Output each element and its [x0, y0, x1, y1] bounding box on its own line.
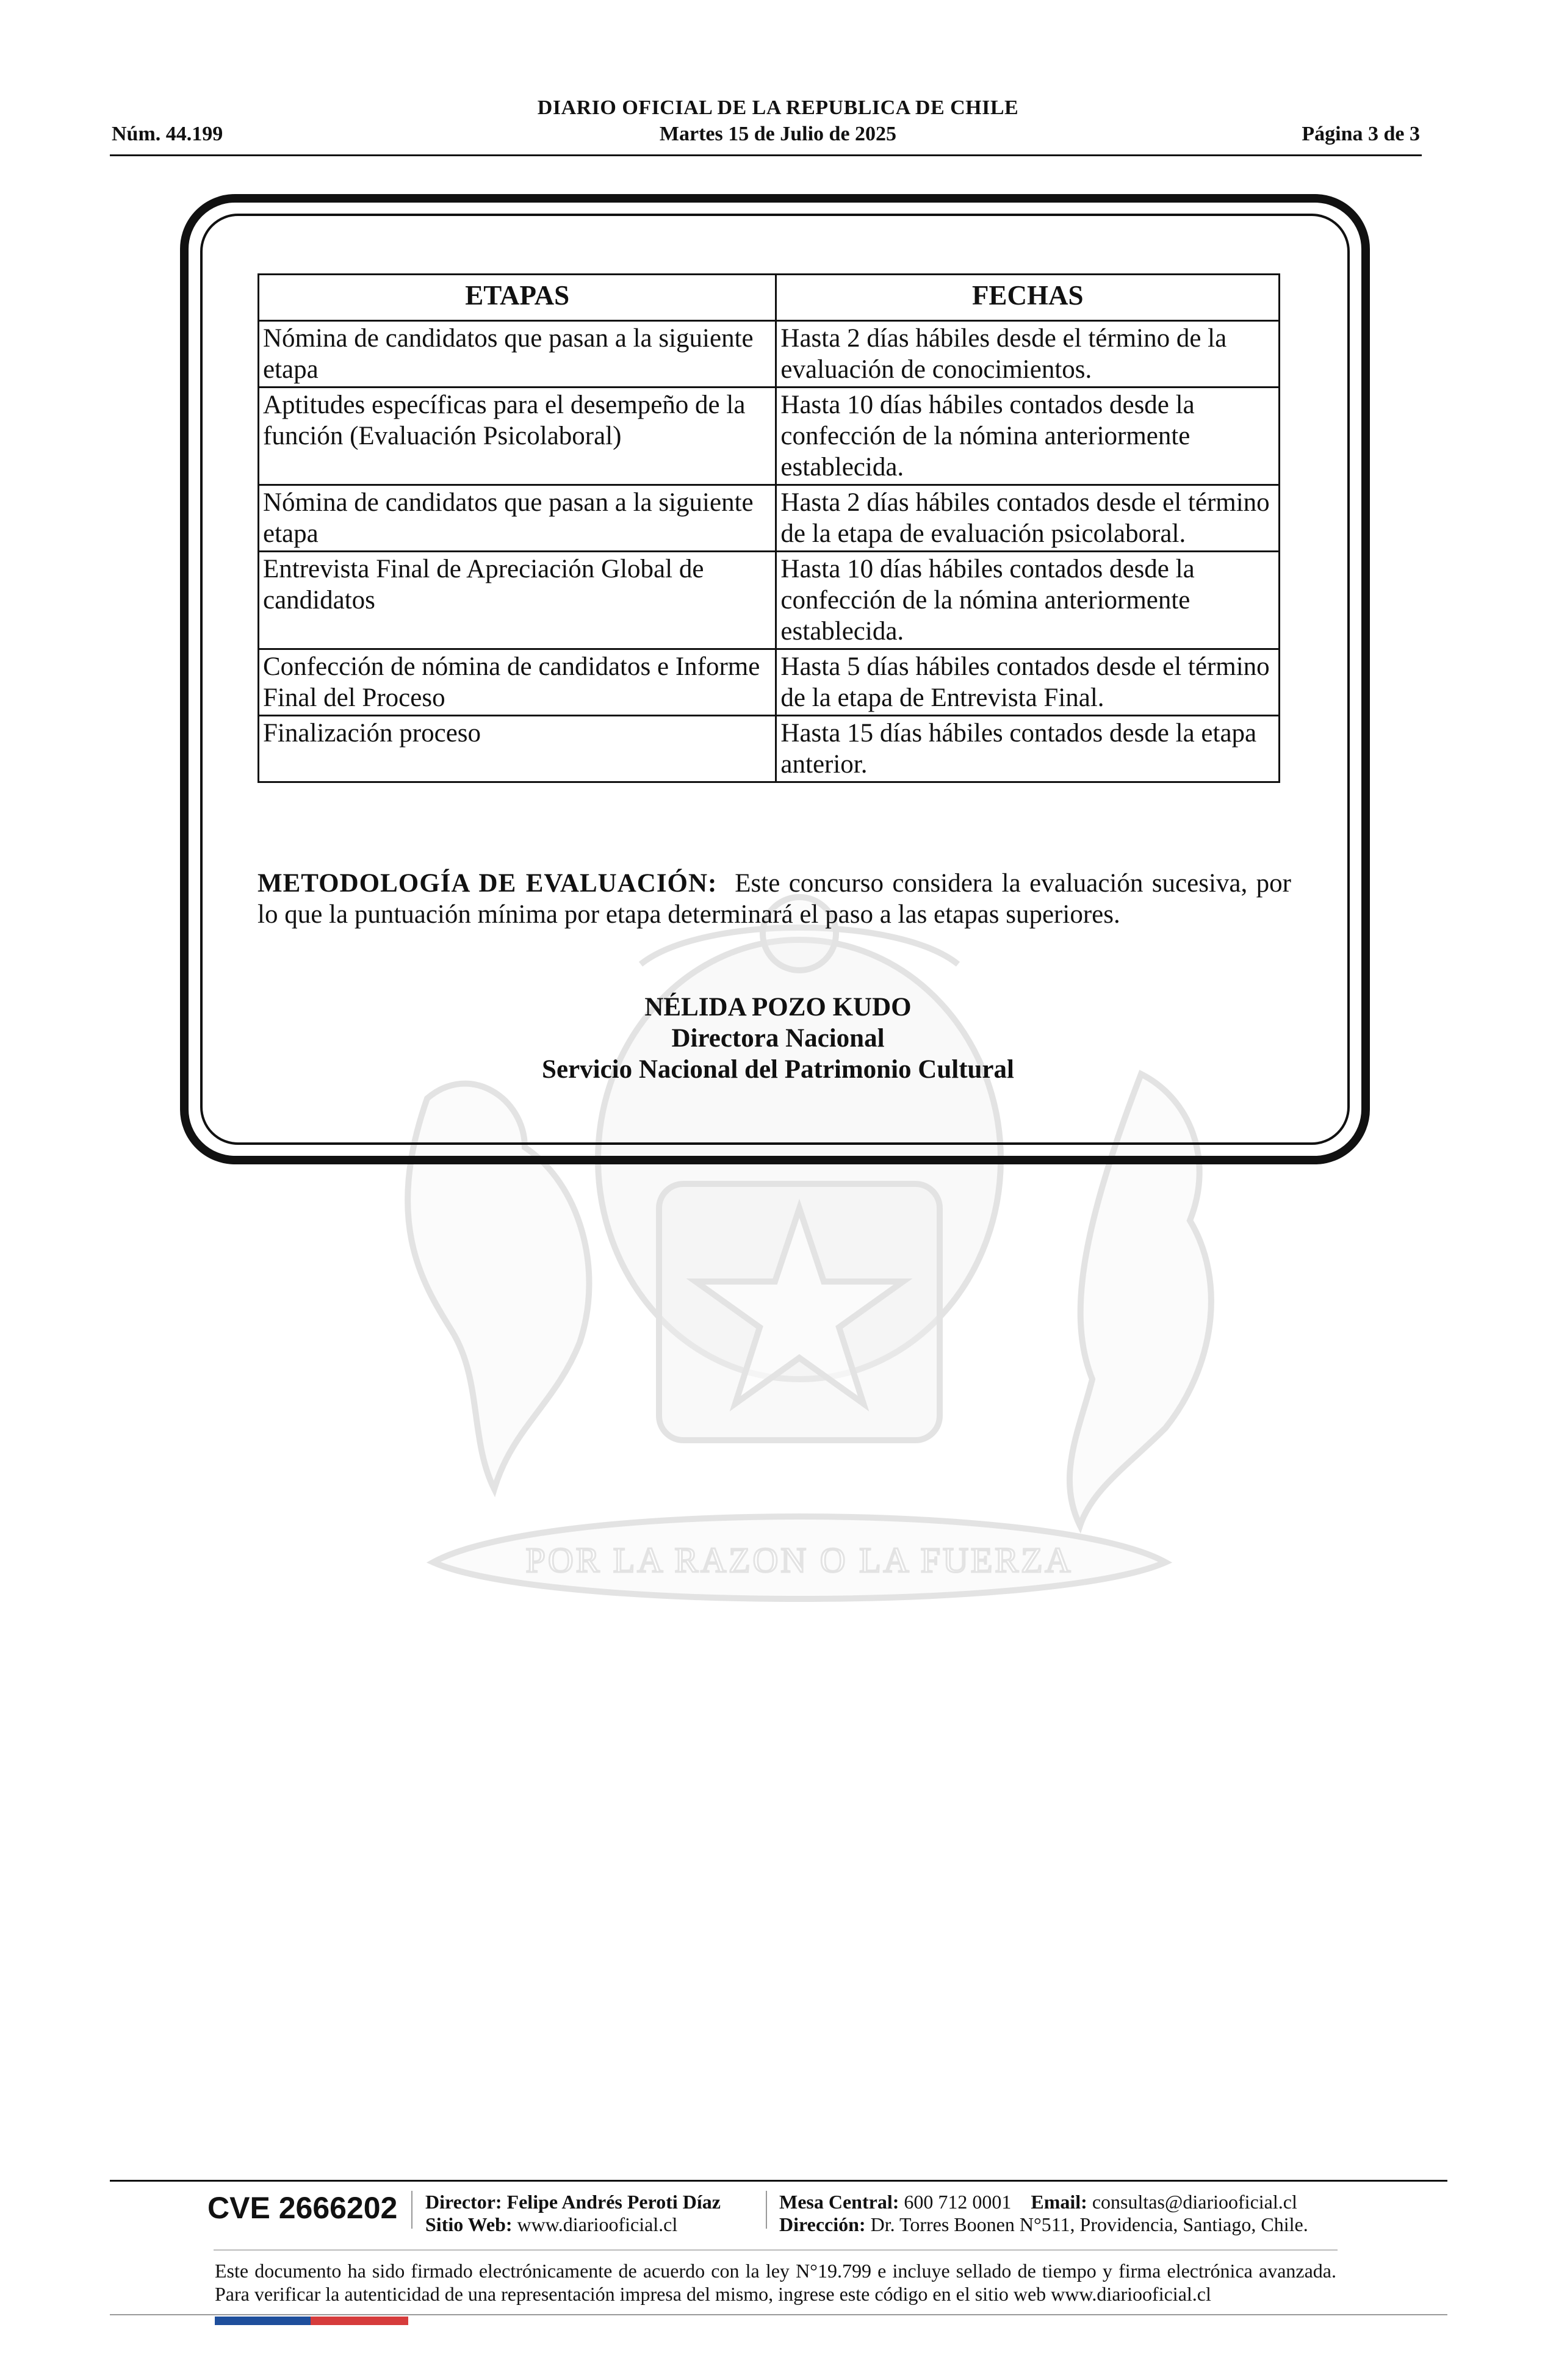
fecha-cell: Hasta 10 días hábiles contados desde la confección de la nómina anteriormente establecida. [776, 388, 1280, 485]
email-link[interactable]: consultas@diariooficial.cl [1092, 2191, 1297, 2213]
phone-label: Mesa Central: [779, 2191, 899, 2213]
website-link[interactable]: www.diariooficial.cl [517, 2213, 678, 2235]
legal-notice: Este documento ha sido firmado electrónicamente de acuerdo con la ley N°19.799 e incluye sellado de tiempo y firma electrónica avanzada. Para verificar la autenticidad de una representación impresa del mismo, ingrese este código en el sitio web www.diariooficial.cl [215, 2260, 1336, 2305]
stages-table [258, 273, 1280, 783]
website-label: Sitio Web: [425, 2213, 513, 2235]
table-row [259, 388, 1280, 485]
address-label: Dirección: [779, 2213, 866, 2235]
address-value: Dr. Torres Boonen N°511, Providencia, Santiago, Chile. [870, 2213, 1308, 2235]
director-name: Felipe Andrés Peroti Díaz [506, 2191, 721, 2213]
signatory-title: Directora Nacional [671, 1024, 885, 1053]
footer-separator [766, 2191, 767, 2229]
etapa-cell: Entrevista Final de Apreciación Global de candidatos [259, 552, 776, 649]
methodology-paragraph [258, 868, 1291, 930]
footer-separator [411, 2191, 412, 2229]
page-number: Página 3 de 3 [1302, 123, 1420, 145]
website-line [425, 2213, 677, 2236]
signatory-organization: Servicio Nacional del Patrimonio Cultural [542, 1055, 1014, 1084]
etapa-cell: Aptitudes específicas para el desempeño de la función (Evaluación Psicolaboral) [259, 388, 776, 485]
fecha-cell: Hasta 5 días hábiles contados desde el término de la etapa de Entrevista Final. [776, 649, 1280, 716]
cve-code: CVE 2666202 [207, 2191, 398, 2225]
address-line [779, 2213, 1308, 2236]
email-label: Email: [1031, 2191, 1087, 2213]
director-label: Director: [425, 2191, 502, 2213]
signatory-name: NÉLIDA POZO KUDO [644, 993, 912, 1022]
etapa-cell: Finalización proceso [259, 716, 776, 782]
footer-divider [214, 2249, 1338, 2251]
fecha-cell: Hasta 2 días hábiles contados desde el término de la etapa de evaluación psicolaboral. [776, 485, 1280, 552]
flag-stripe-blue [215, 2317, 311, 2325]
etapa-cell: Nómina de candidatos que pasan a la siguiente etapa [259, 321, 776, 388]
footer-divider [110, 2314, 1447, 2315]
director-line [425, 2190, 721, 2213]
issue-number: Núm. 44.199 [112, 123, 223, 145]
fecha-cell: Hasta 10 días hábiles contados desde la confección de la nómina anteriormente establecida. [776, 552, 1280, 649]
header-divider [110, 154, 1422, 156]
footer-divider [110, 2180, 1447, 2182]
watermark-motto: POR LA RAZON O LA FUERZA [525, 1540, 1073, 1580]
newspaper-title: DIARIO OFICIAL DE LA REPUBLICA DE CHILE [537, 96, 1019, 119]
fecha-cell: Hasta 15 días hábiles contados desde la etapa anterior. [776, 716, 1280, 782]
methodology-label: METODOLOGÍA DE EVALUACIÓN: [258, 869, 718, 898]
phone-value: 600 712 0001 [904, 2191, 1012, 2213]
table-row [259, 552, 1280, 649]
table-row [259, 716, 1280, 782]
etapa-cell: Nómina de candidatos que pasan a la siguiente etapa [259, 485, 776, 552]
table-row [259, 485, 1280, 552]
fecha-cell: Hasta 2 días hábiles desde el término de la evaluación de conocimientos. [776, 321, 1280, 388]
column-header-fechas: FECHAS [776, 275, 1280, 321]
issue-date: Martes 15 de Julio de 2025 [659, 123, 897, 145]
table-row [259, 321, 1280, 388]
etapa-cell: Confección de nómina de candidatos e Informe Final del Proceso [259, 649, 776, 716]
flag-stripe-red [311, 2317, 408, 2325]
methodology-text: Este concurso considera la evaluación sucesiva, por lo que la puntuación mínima por etapa determinará el paso a las etapas superiores. [258, 869, 1291, 929]
table-header-row [259, 275, 1280, 321]
table-row [259, 649, 1280, 716]
column-header-etapas: ETAPAS [259, 275, 776, 321]
phone-line [779, 2190, 1297, 2213]
